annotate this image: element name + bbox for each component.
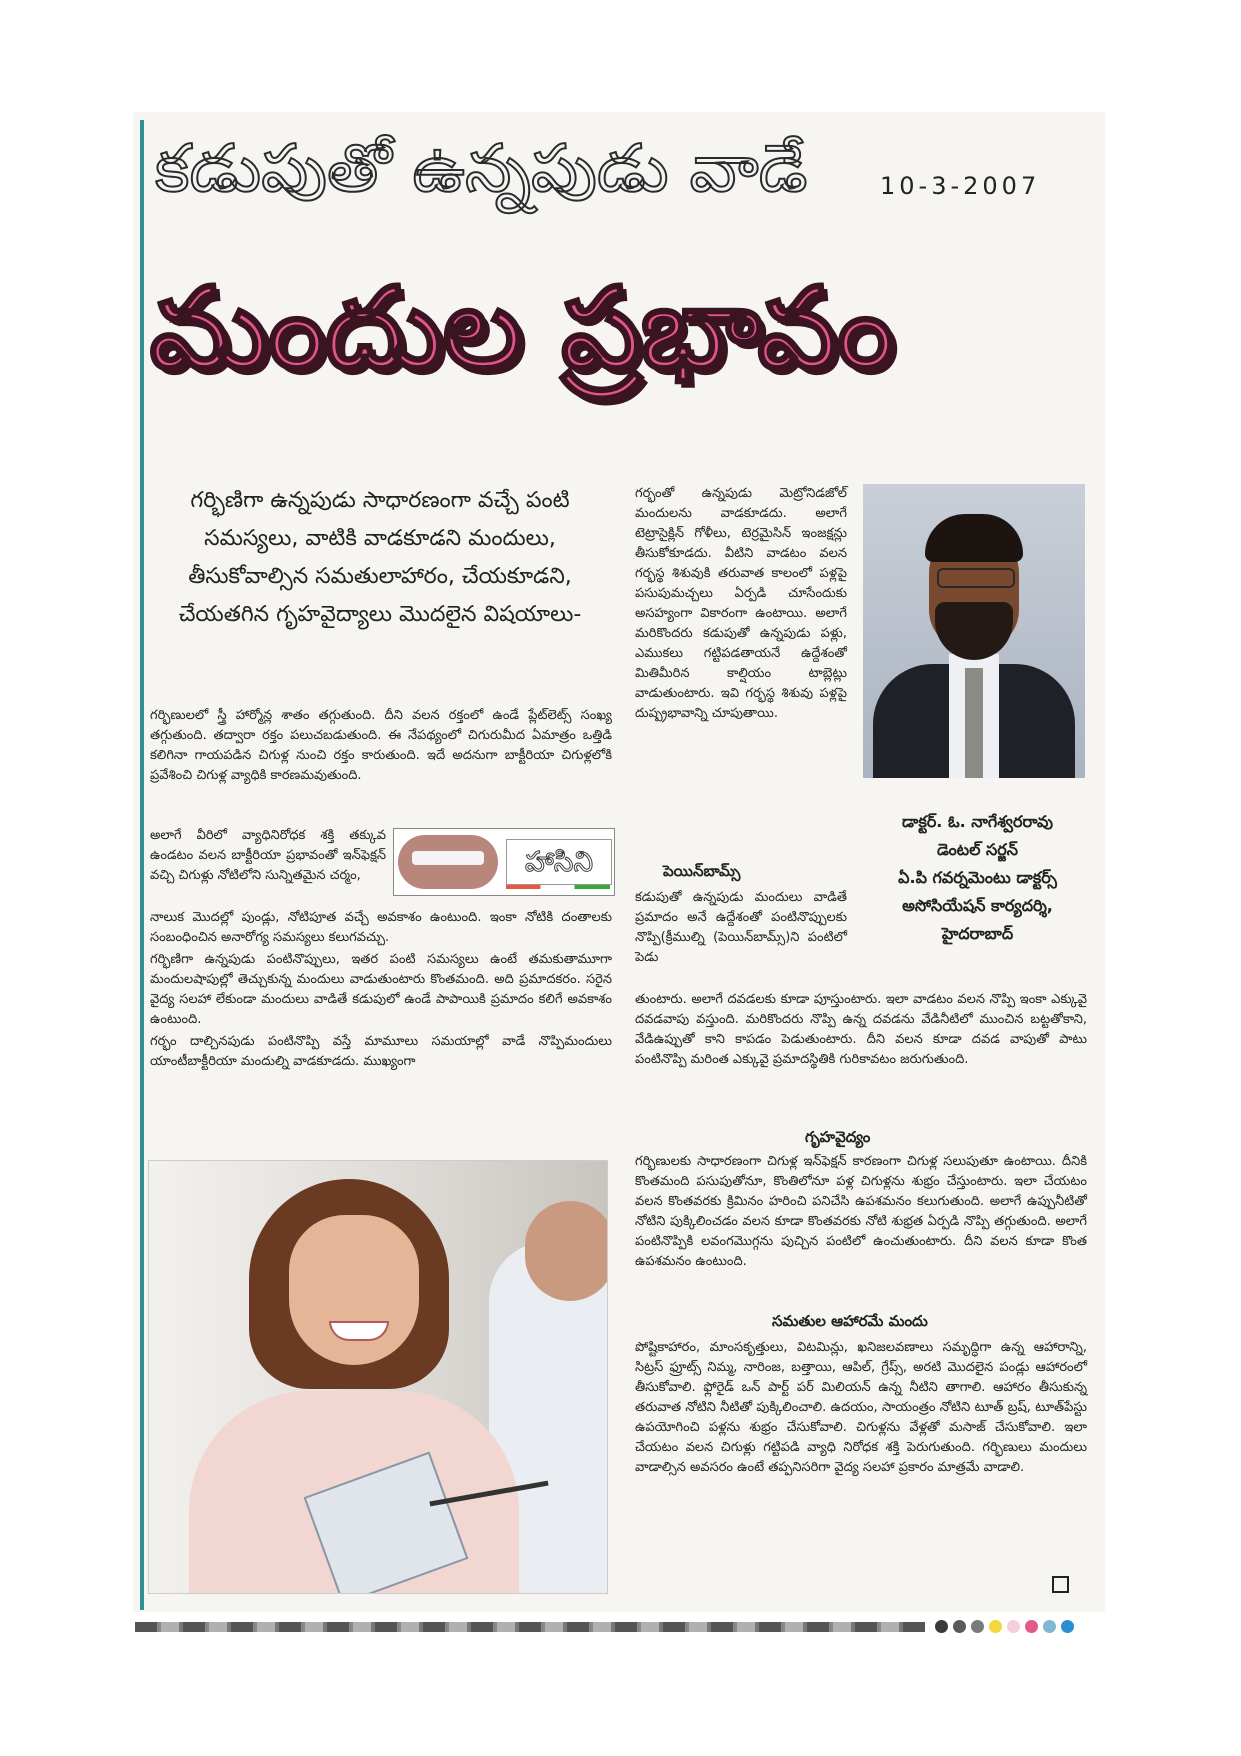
logo-wordmark: హాసిని	[506, 839, 612, 885]
subhead-painbalms: పెయిన్‌బామ్స్	[663, 862, 741, 880]
photo-face	[289, 1215, 419, 1365]
flag-stripe	[506, 885, 610, 889]
wide-paragraph	[635, 990, 1087, 1072]
paragraph: పోష్టికాహారం, మాంసకృత్తులు, విటమిన్లు, ఖనిజలవణాలు సమృద్ధిగా ఉన్న ఆహారాన్ని, సిట్రస్ ఫ్రూట్స్ నిమ్మ, నారింజ, బత్తాయి, ఆపిల్, గ్రేప్స్, అరటి మొదలైన పండ్లు ఆహారంలో తీసుకోవాలి. ఫ్లోరైడ్ ఒన్ పార్ట్ పర్ మిలియన్ ఉన్న నీటిని తాగాలి. ఆహారం తీసుకున్న తరువాత నోటిని నీటితో పుక్కిలించాలి. ఉదయం, సాయంత్రం నోటిని టూత్ బ్రష్, టూత్‌పేస్టు ఉపయోగించి పళ్లను శుభ్రం చేసుకోవాలి. చిగుళ్లను వేళ్లతో మసాజ్ చేసుకోవాలి. ఇలా చేయటం వలన చిగుళ్లు గట్టిపడి వ్యాధి నిరోధక శక్తి పెరుగుతుంది. గర్భిణులు మందులు వాడాల్సిన అవసరం ఉంటే తప్పనిసరిగా వైద్య సలహా ప్రకారం మాత్రమే వాడాలి.	[635, 1340, 1087, 1475]
registration-dot	[953, 1620, 966, 1633]
author-title: డెంటల్ సర్జన్	[937, 840, 1018, 859]
registration-dot	[971, 1620, 984, 1633]
registration-dot	[1007, 1620, 1020, 1633]
column-1-bottom	[150, 908, 612, 1074]
paragraph: కడుపుతో ఉన్నపుడు మందులు వాడితే ప్రమాదం అనే ఉద్దేశంతో పంటినొప్పులకు నొప్పి(క్రీముల్ని (పెయిన్‌బామ్స్)ని పంటిలో పెడు	[635, 890, 847, 965]
photo-doctor-head	[525, 1201, 608, 1301]
square-end-mark-icon	[1052, 1576, 1069, 1593]
registration-dot	[989, 1620, 1002, 1633]
patient-photo	[148, 1160, 608, 1594]
column-2-after	[635, 888, 847, 970]
hasini-logo	[393, 828, 615, 896]
author-photo	[863, 484, 1085, 778]
photo-glasses	[937, 568, 1015, 588]
paragraph: తుంటారు. అలాగే దవడలకు కూడా పూస్తుంటారు. ఇలా వాడటం వలన నొప్పి ఇంకా ఎక్కువై దవడవాపు వస్తుంది. మరికొందరు నొప్పి ఉన్న దవడను వేడినీటిలో ముంచిన బట్టతోకాని, వేడిఉప్పుతో కాని కాపడం పెడుతుంటారు. దీని వలన కూడా దవడ వాపుతో పాటు పంటినొప్పి మరింత ఎక్కువై ప్రమాదస్థితికి గురికావటం జరుగుతుంది.	[635, 992, 1087, 1067]
paragraph: గర్భంతో ఉన్నపుడు మెట్రోనిడజోల్ మందులను వాడకూడదు. అలాగే టెట్రాసైక్లిన్ గోళీలు, టెర్రమైసిన్ ఇంజక్షన్లు తీసుకోకూడదు. వీటిని వాడటం వలన గర్భస్థ శిశువుకి తరువాత కాలంలో పళ్లపై పసుపుమచ్చలు ఏర్పడి చూసేందుకు అసహ్యంగా వికారంగా ఉంటాయి. అలాగే మరికొందరు కడుపుతో ఉన్నపుడు పళ్లు, ఎముకలు గట్టిపడతాయనే ఉద్దేశంతో మితిమీరిన కాల్షియం టాబ్లెట్లు వాడుతుంటారు. ఇవి గర్భస్థ శిశువు పళ్లపై దుష్ప్రభావాన్ని చూపుతాయి.	[635, 486, 847, 721]
registration-dot	[1061, 1620, 1074, 1633]
paragraph: గర్భిణులలో స్త్రీ హార్మోన్ల శాతం తగ్గుతుంది. దీని వలన రక్తంలో ఉండే ప్లేట్‌లెట్స్ సంఖ్య తగ్గుతుంది. తద్వారా రక్తం పలుచబడుతుంది. ఈ నేపథ్యంలో చిగురుమీద ఏమాత్రం ఒత్తిడి కలిగినా గాయపడిన చిగుళ్ల నుంచి రక్తం కారుతుంది. ఇదే అదనుగా బాక్టీరియా చిగుళ్లలోకి ప్రవేశించి చిగుళ్ల వ్యాధికి కారణమవుతుంది.	[150, 708, 612, 783]
diet-paragraph	[635, 1338, 1087, 1480]
paragraph: గర్భిణిగా ఉన్నపుడు పంటినొప్పులు, ఇతర పంటి సమస్యలు ఉంటే తమకుతామూగా మందులషాపుల్లో తెచ్చుకున్న మందులు వాడుతుంటారు కొంతమంది. అది ప్రమాదకరం. సరైన వైద్య సలహా లేకుండా మందులు వాడితే కడుపులో ఉండే పాపాయికి ప్రమాదం కలిగే అవకాశం ఉంటుంది.	[150, 952, 612, 1027]
print-registration-strip	[135, 1620, 1105, 1634]
column-1-beside-logo	[150, 826, 386, 888]
registration-dot	[1025, 1620, 1038, 1633]
column-rule	[140, 120, 144, 1610]
paragraph: నాలుక మొదల్లో పుండ్లు, నోటిపూత వచ్చే అవకాశం ఉంటుంది. ఇంకా నోటికి దంతాలకు సంబంధించిన అనారోగ్య సమస్యలు కలుగవచ్చు.	[150, 910, 612, 945]
author-org: ఏ.పి గవర్నమెంటు డాక్టర్స్	[898, 868, 1057, 887]
teeth-image	[412, 851, 484, 865]
paragraph: గర్భిణులకు సాధారణంగా చిగుళ్ల ఇన్‌ఫెక్షన్ కారణంగా చిగుళ్ల సలుపుతూ ఉంటాయి. దీనికి కొంతమంది పసుపుతోనూ, కొంతిలోనూ పళ్ల చిగుళ్లను శుభ్రం చేస్తుంటారు. ఇలా చేయటం వలన కొంతవరకు క్రిమినం హరించి పనిచేసి ఉపశమనం కలుగుతుంది. అలాగే ఉప్పునీటితో నోటిని పుక్కిలించడం వలన కూడా కొంతవరకు నోటి శుభ్రత ఏర్పడి నొప్పి తగ్గుతుంది. అలాగే పంటినొప్పికి లవంగమొగ్గను పుచ్చిన పంటిలో ఉంచుతుంటారు. దీని వలన కూడా కొంత ఉపశమనం ఉంటుంది.	[635, 1154, 1087, 1269]
registration-bar	[135, 1622, 925, 1632]
registration-dot	[935, 1620, 948, 1633]
photo-tie	[965, 668, 983, 778]
main-headline: మందుల ప్రభావం	[150, 264, 895, 394]
handwritten-date: 10-3-2007	[880, 172, 1041, 200]
kicker-headline: కడుపుతో ఉన్నపుడు వాడే	[155, 130, 808, 207]
subhead-balanced-diet: సమతుల ఆహారమే మందు	[772, 1312, 928, 1330]
home-remedies-paragraph	[635, 1152, 1087, 1274]
author-name: డాక్టర్. ఓ. నాగేశ్వరరావు	[902, 812, 1053, 831]
paragraph: అలాగే వీరిలో వ్యాధినిరోధక శక్తి తక్కువ ఉండటం వలన బాక్టీరియా ప్రభావంతో ఇన్‌ఫెక్షన్ వచ్చి చిగుళ్లు నోటిలోని సున్నితమైన చర్మం,	[150, 828, 386, 883]
lead-paragraph: గర్భిణిగా ఉన్నపుడు సాధారణంగా వచ్చే పంటి సమస్యలు, వాటికి వాడకూడని మందులు, తీసుకోవాల్సిన సమతులాహారం, చేయకూడని, చేయతగిన గృహవైద్యాలు మొదలైన విషయాలు-	[178, 488, 582, 627]
subhead-home-remedies: గృహవైద్యం	[805, 1128, 871, 1146]
registration-dot	[1043, 1620, 1056, 1633]
paragraph: గర్భం దాల్చినపుడు పంటినొప్పి వస్తే మామూలు సమయాల్లో వాడే నొప్పిమందులు యాంటీబాక్టీరియా మందుల్ని వాడకూడదు. ముఖ్యంగా	[150, 1034, 612, 1069]
author-caption	[870, 808, 1085, 948]
author-role: అసోసియేషన్ కార్యదర్శి,	[902, 896, 1053, 915]
column-2	[635, 484, 847, 726]
author-city: హైదరాబాద్	[941, 924, 1014, 943]
column-1-top	[150, 706, 612, 788]
